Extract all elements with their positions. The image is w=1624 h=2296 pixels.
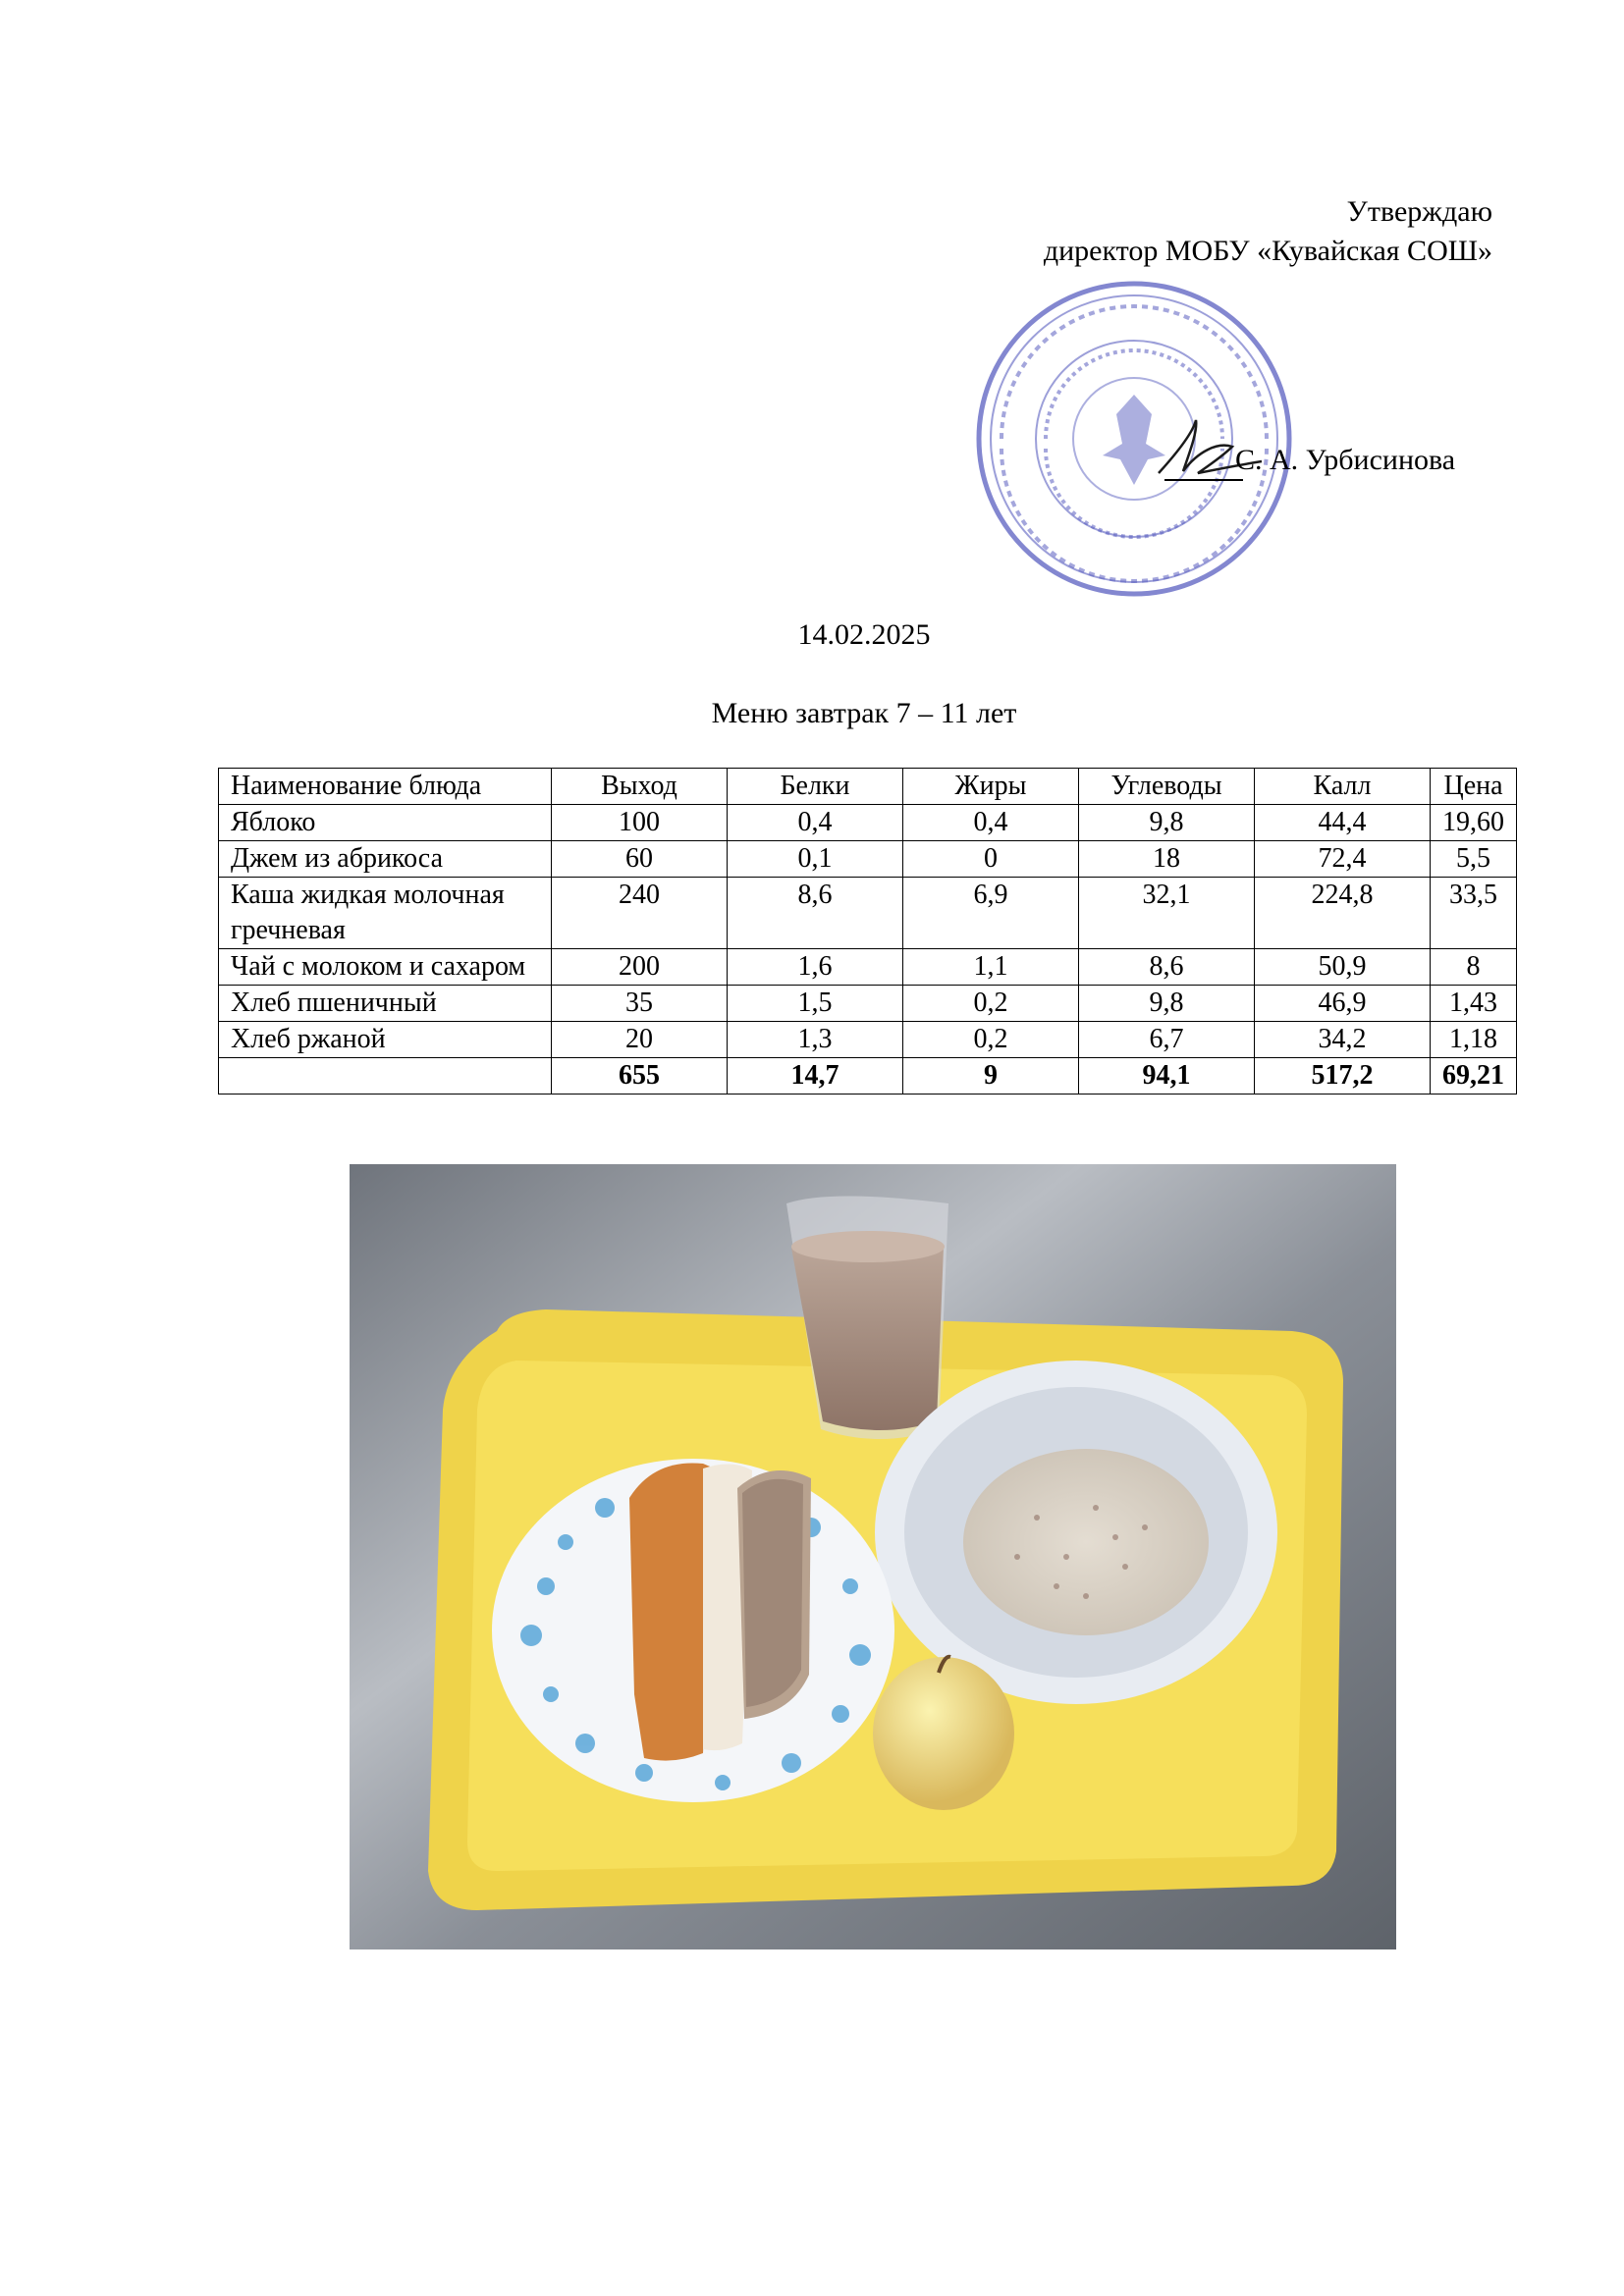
- cell-kcal: 50,9: [1255, 949, 1431, 986]
- table-row: [219, 986, 1517, 1022]
- cell-fat: 0: [903, 841, 1079, 878]
- signature-line: [1164, 479, 1243, 481]
- header-cell: Наименование блюда: [219, 769, 552, 805]
- approval-title: Утверждаю: [1346, 195, 1492, 228]
- dish-name: Яблоко: [219, 805, 552, 841]
- approval-position: директор МОБУ «Кувайская СОШ»: [1043, 235, 1492, 267]
- cell-fat: 0,2: [903, 1022, 1079, 1058]
- cell-out: 240: [552, 878, 728, 949]
- total-label: [219, 1058, 552, 1095]
- cell-out: 200: [552, 949, 728, 986]
- cell-fat: 0,2: [903, 986, 1079, 1022]
- menu-title: Меню завтрак 7 – 11 лет: [711, 697, 1017, 729]
- total-protein: 14,7: [728, 1058, 903, 1095]
- cell-price: 1,18: [1431, 1022, 1517, 1058]
- cell-out: 20: [552, 1022, 728, 1058]
- cell-kcal: 44,4: [1255, 805, 1431, 841]
- cell-kcal: 224,8: [1255, 878, 1431, 949]
- table-row: [219, 805, 1517, 841]
- total-price: 69,21: [1431, 1058, 1517, 1095]
- header-cell: Углеводы: [1079, 769, 1255, 805]
- cell-protein: 0,4: [728, 805, 903, 841]
- cell-fat: 6,9: [903, 878, 1079, 949]
- cell-fat: 0,4: [903, 805, 1079, 841]
- signer-name: С. А. Урбисинова: [1235, 444, 1456, 476]
- table-row: [219, 1022, 1517, 1058]
- cell-price: 5,5: [1431, 841, 1517, 878]
- cell-protein: 1,3: [728, 1022, 903, 1058]
- total-kcal: 517,2: [1255, 1058, 1431, 1095]
- cell-carbs: 6,7: [1079, 1022, 1255, 1058]
- header-cell: Цена: [1431, 769, 1517, 805]
- header-cell: Жиры: [903, 769, 1079, 805]
- cell-price: 8: [1431, 949, 1517, 986]
- cell-carbs: 32,1: [1079, 878, 1255, 949]
- header-cell: Выход: [552, 769, 728, 805]
- cell-out: 60: [552, 841, 728, 878]
- cell-price: 1,43: [1431, 986, 1517, 1022]
- menu-date: 14.02.2025: [797, 618, 931, 651]
- cell-out: 35: [552, 986, 728, 1022]
- cell-kcal: 34,2: [1255, 1022, 1431, 1058]
- total-carbs: 94,1: [1079, 1058, 1255, 1095]
- cell-out: 100: [552, 805, 728, 841]
- dish-name: Чай с молоком и сахаром: [219, 949, 552, 986]
- menu-table: [218, 768, 1517, 1095]
- dish-name: Хлеб пшеничный: [219, 986, 552, 1022]
- table-header-row: [219, 769, 1517, 805]
- cell-price: 19,60: [1431, 805, 1517, 841]
- cell-kcal: 46,9: [1255, 986, 1431, 1022]
- cell-protein: 1,6: [728, 949, 903, 986]
- cell-carbs: 9,8: [1079, 805, 1255, 841]
- cell-carbs: 18: [1079, 841, 1255, 878]
- approval-block: [1044, 192, 1492, 271]
- total-out: 655: [552, 1058, 728, 1095]
- total-fat: 9: [903, 1058, 1079, 1095]
- dish-name: Каша жидкая молочная гречневая: [219, 878, 552, 949]
- header-cell: Белки: [728, 769, 903, 805]
- cell-carbs: 8,6: [1079, 949, 1255, 986]
- cell-kcal: 72,4: [1255, 841, 1431, 878]
- table-total-row: [219, 1058, 1517, 1095]
- cell-protein: 0,1: [728, 841, 903, 878]
- meal-photo: [350, 1164, 1396, 1949]
- cell-fat: 1,1: [903, 949, 1079, 986]
- table-row: [219, 841, 1517, 878]
- header-cell: Калл: [1255, 769, 1431, 805]
- cell-carbs: 9,8: [1079, 986, 1255, 1022]
- table-row: [219, 949, 1517, 986]
- cell-protein: 8,6: [728, 878, 903, 949]
- dish-name: Джем из абрикоса: [219, 841, 552, 878]
- table-row: [219, 878, 1517, 949]
- dish-name: Хлеб ржаной: [219, 1022, 552, 1058]
- cell-protein: 1,5: [728, 986, 903, 1022]
- cell-price: 33,5: [1431, 878, 1517, 949]
